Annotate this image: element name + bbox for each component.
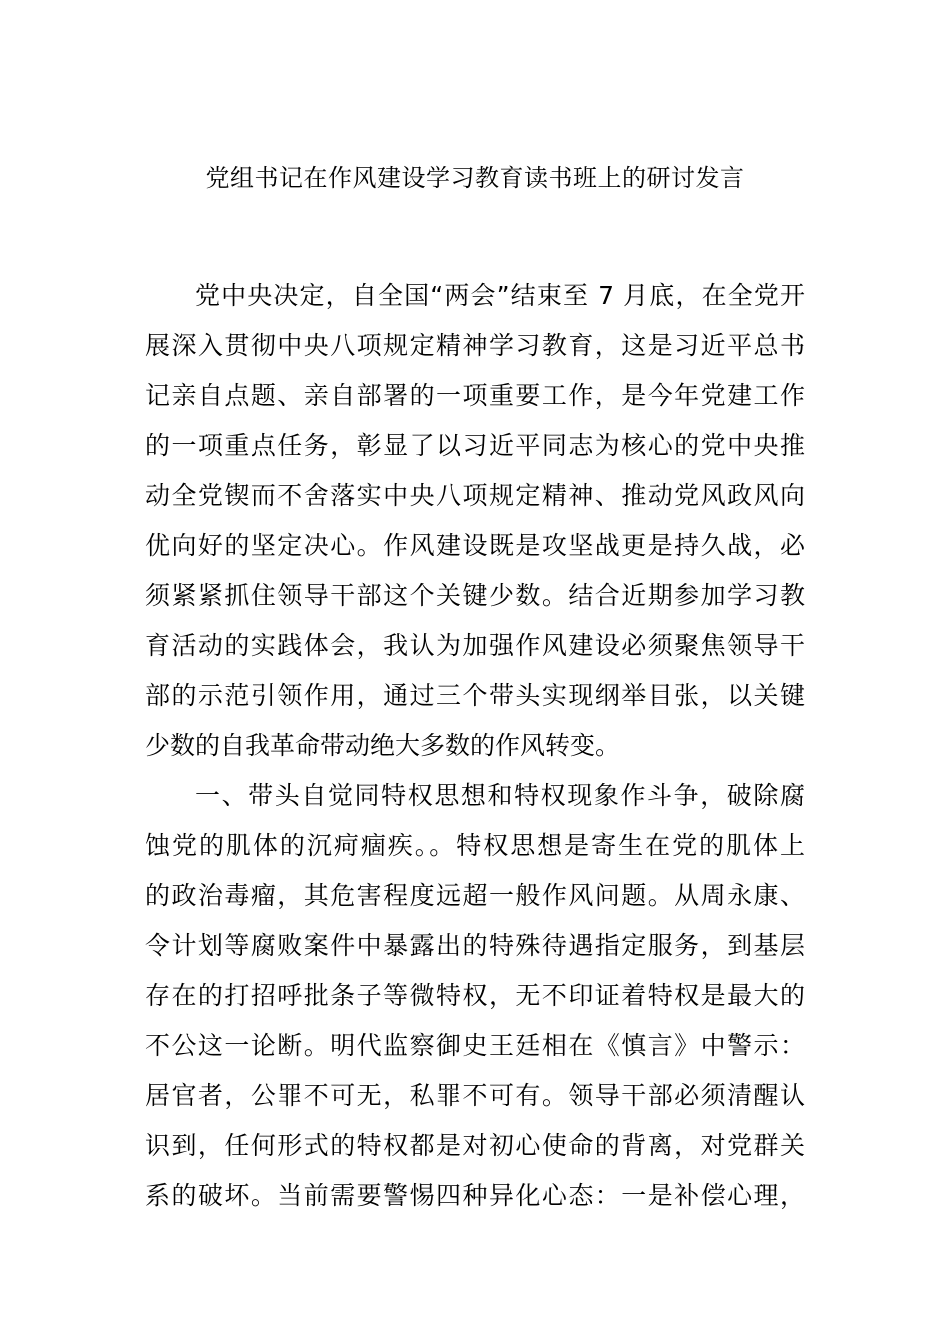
paragraph-1-line: 动全党锲而不舍落实中央八项规定精神、推动党风政风向 <box>145 481 805 510</box>
paragraph-2-line: 系的破坏。当前需要警惕四种异化心态：一是补偿心理， <box>145 1181 805 1210</box>
paragraph-1-line: 优向好的坚定决心。作风建设既是攻坚战更是持久战，必 <box>145 531 805 560</box>
paragraph-2-line: 一、带头自觉同特权思想和特权现象作斗争，破除腐 <box>195 781 805 810</box>
paragraph-1-line: 的一项重点任务，彰显了以习近平同志为核心的党中央推 <box>145 431 805 460</box>
paragraph-2-line: 的政治毒瘤，其危害程度远超一般作风问题。从周永康、 <box>145 881 805 910</box>
paragraph-2-line: 蚀党的肌体的沉疴痼疾。。特权思想是寄生在党的肌体上 <box>145 831 805 860</box>
paragraph-1-line: 展深入贯彻中央八项规定精神学习教育，这是习近平总书 <box>145 331 805 360</box>
paragraph-1-line: 须紧紧抓住领导干部这个关键少数。结合近期参加学习教 <box>145 581 805 610</box>
paragraph-1-line: 部的示范引领作用，通过三个带头实现纲举目张，以关键 <box>145 681 805 710</box>
document-body <box>145 271 805 1221</box>
paragraph-2-line: 令计划等腐败案件中暴露出的特殊待遇指定服务，到基层 <box>145 931 805 960</box>
paragraph-1-line: 党中央决定，自全国“两会”结束至 7 月底，在全党开 <box>195 281 805 310</box>
paragraph-2-line: 识到，任何形式的特权都是对初心使命的背离，对党群关 <box>145 1131 805 1160</box>
paragraph-1-line: 记亲自点题、亲自部署的一项重要工作，是今年党建工作 <box>145 381 805 410</box>
paragraph-2-line: 存在的打招呼批条子等微特权，无不印证着特权是最大的 <box>145 981 805 1010</box>
paragraph-2-line: 不公这一论断。明代监察御史王廷相在《慎言》中警示： <box>145 1031 805 1060</box>
paragraph-1-line: 育活动的实践体会，我认为加强作风建设必须聚焦领导干 <box>145 631 805 660</box>
paragraph-2-line: 居官者，公罪不可无，私罪不可有。领导干部必须清醒认 <box>145 1081 805 1110</box>
paragraph-1-line: 少数的自我革命带动绝大多数的作风转变。 <box>145 731 621 760</box>
document-title: 党组书记在作风建设学习教育读书班上的研讨发言 <box>205 164 745 192</box>
